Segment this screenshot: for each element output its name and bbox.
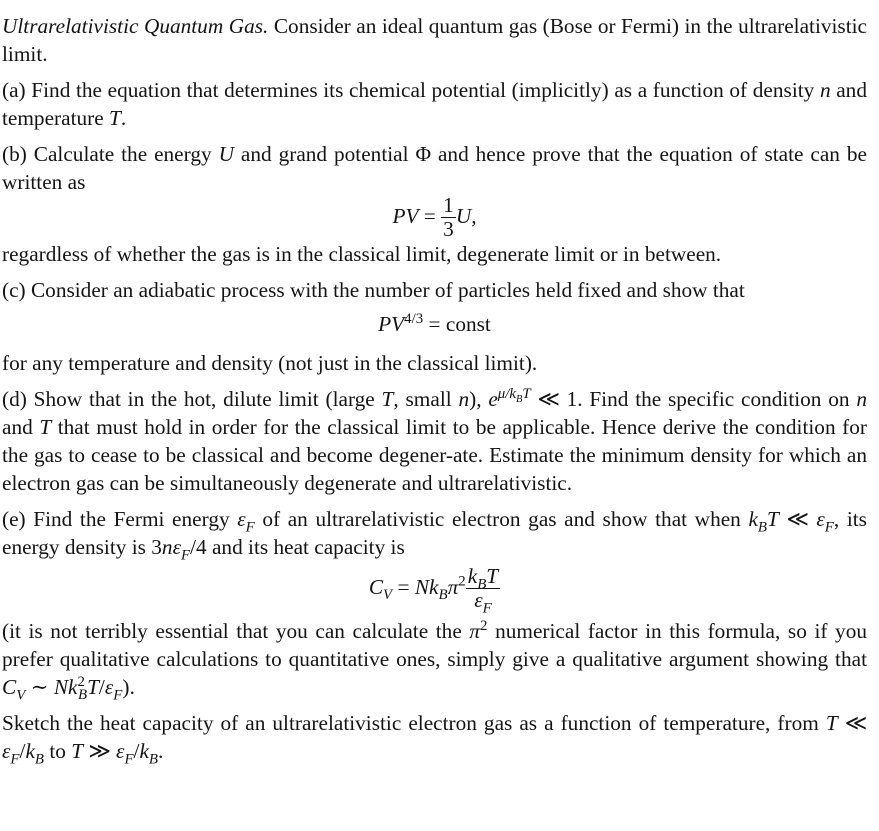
math-exponent <box>497 385 531 405</box>
math-op: / <box>133 738 140 763</box>
math-exponent: 4/3 <box>404 310 424 327</box>
math-op: ≫ <box>83 738 117 763</box>
part-e-text: ). <box>122 674 135 699</box>
math-var: n <box>856 386 867 411</box>
part-a-text: and temperature <box>2 78 867 130</box>
math-subscript: F <box>10 750 20 767</box>
math-op: = <box>418 203 442 228</box>
math-var: ε <box>116 738 125 763</box>
math-var: T <box>39 414 52 439</box>
math-exponent-text: μ/k <box>497 385 517 402</box>
math-exponent-text: T <box>522 385 531 402</box>
math-subscript: F <box>113 686 123 703</box>
math-exponent: 2 <box>458 573 466 590</box>
math-subscript: F <box>482 600 492 617</box>
math-expr: U, <box>455 203 477 228</box>
math-subscript: B <box>77 686 88 703</box>
part-d-text: Show that in the hot, dilute limit (large <box>26 386 382 411</box>
part-e-text: /4 and its heat capacity is <box>190 534 405 559</box>
math-var: n <box>458 386 470 411</box>
equation-heat-capacity <box>2 563 867 617</box>
part-e-text: Find the Fermi energy <box>25 506 238 531</box>
math-var: T <box>109 106 121 130</box>
math-subscript: B <box>516 393 523 405</box>
part-e-text: (it is not terribly essential that you can calculate the <box>2 618 470 643</box>
math-subscript: B <box>438 586 448 603</box>
part-e-text: of an ultrarelativistic electron gas and show that when <box>254 506 749 531</box>
math-var: ε <box>104 674 114 699</box>
math-exponent: 2 <box>480 617 488 634</box>
math-var: Nk <box>414 574 439 599</box>
part-d-text: that must hold in order for the classical limit to be applicable. Hence derive the condition for the gas to cease to be classical and become degener-ate. Estimate the minimum density for which an electron gas can be simultaneously degenerate and ultrarelativistic. <box>2 414 867 495</box>
math-var: C <box>368 574 384 599</box>
math-op: ≪ <box>837 710 867 735</box>
math-var: T <box>825 710 838 735</box>
math-op: ∼ <box>25 674 54 699</box>
sketch-text: . <box>158 738 164 763</box>
math-expr: PV <box>378 311 405 336</box>
math-op: / <box>98 674 105 699</box>
math-var: C <box>2 674 17 699</box>
equation-pv-third-u <box>2 194 867 242</box>
part-b-label: (b) <box>2 142 27 166</box>
math-var: T <box>767 506 779 531</box>
math-var: T <box>71 738 84 763</box>
math-subscript: F <box>824 519 834 536</box>
intro-text: Consider an ideal quantum gas (Bose or Fermi) in the ultrarelativistic limit. <box>2 14 867 66</box>
math-var: e <box>488 386 498 411</box>
part-d-label: (d) <box>2 386 27 411</box>
math-var: ε <box>2 738 11 763</box>
part-c-label: (c) <box>2 277 26 302</box>
math-expr: = const <box>423 311 491 336</box>
problem-title: Ultrarelativistic Quantum Gas. <box>2 14 269 38</box>
math-var: ε <box>172 534 181 559</box>
math-var: ε <box>237 506 246 531</box>
part-a-text: . <box>120 106 127 130</box>
math-subscript: V <box>383 586 393 603</box>
math-var: T <box>486 563 499 588</box>
math-var: k <box>467 563 478 588</box>
part-b-text: Calculate the energy <box>26 142 219 166</box>
fraction-numerator: 1 <box>443 193 454 217</box>
math-op: / <box>19 738 26 763</box>
math-exponent: 2 <box>77 673 85 690</box>
fraction-numerator <box>466 563 500 593</box>
part-b-text: and grand potential Φ and hence prove that the equation of state can be written as <box>2 142 867 194</box>
fraction <box>441 194 456 242</box>
math-subscript: V <box>16 686 26 703</box>
part-b-paragraph <box>2 140 867 196</box>
part-e-text: , its energy density is 3 <box>2 506 867 559</box>
math-var: T <box>87 674 99 699</box>
math-var: n <box>819 78 831 102</box>
math-subscript: F <box>245 519 255 536</box>
part-d-text: and <box>2 414 40 439</box>
part-e-label: (e) <box>2 506 26 531</box>
part-c-text: Consider an adiabatic process with the number of particles held fixed and show that <box>25 277 745 302</box>
math-subscript: F <box>180 547 191 564</box>
math-var: k <box>748 506 758 531</box>
math-var: ε <box>816 506 825 531</box>
intro-paragraph <box>2 12 867 68</box>
sketch-text: Sketch the heat capacity of an ultrarelativistic electron gas as a function of temperature, from <box>2 710 826 735</box>
part-a-paragraph <box>2 76 867 132</box>
part-e-text: numerical factor in this formula, so if you prefer qualitative calculations to quantitative ones, simply give a qualitative argument showing that <box>2 618 867 671</box>
math-var: U <box>218 142 234 166</box>
math-var: n <box>161 534 173 559</box>
math-var: k <box>139 738 149 763</box>
part-a-text: Find the equation that determines its chemical potential (implicitly) as a function of density <box>25 78 820 102</box>
math-var: Nk <box>53 674 78 699</box>
math-subscript: B <box>757 519 767 536</box>
math-var: ε <box>474 588 483 613</box>
math-op: = <box>392 574 415 599</box>
fraction-denominator: 3 <box>443 217 454 242</box>
part-e-after <box>2 617 867 701</box>
part-c-paragraph <box>2 276 867 304</box>
math-subscript: B <box>148 750 159 767</box>
math-var: π <box>469 618 481 643</box>
part-a-label: (a) <box>2 78 26 102</box>
part-b-after: regardless of whether the gas is in the classical limit, degenerate limit or in between. <box>2 241 722 266</box>
math-var: π <box>447 574 459 599</box>
part-d-text: , small <box>393 386 459 411</box>
part-d-text: ), <box>469 386 489 411</box>
part-e-text: ≪ <box>778 506 817 531</box>
math-var: T <box>381 386 394 411</box>
math-subscript: B <box>477 576 487 593</box>
sketch-text: to <box>44 738 72 763</box>
fraction <box>466 563 500 617</box>
math-expr: PV <box>392 203 419 228</box>
math-subscript: B <box>34 750 44 767</box>
fraction-denominator <box>466 588 500 617</box>
sketch-paragraph <box>2 709 867 765</box>
equation-adiabat <box>2 312 867 337</box>
math-subscript: F <box>124 750 134 767</box>
part-c-after: for any temperature and density (not just in the classical limit). <box>2 350 538 375</box>
part-d-text: ≪ 1. Find the specific condition on <box>530 386 857 411</box>
part-d-paragraph <box>2 385 867 497</box>
math-var: k <box>25 738 35 763</box>
part-e-paragraph <box>2 505 867 564</box>
